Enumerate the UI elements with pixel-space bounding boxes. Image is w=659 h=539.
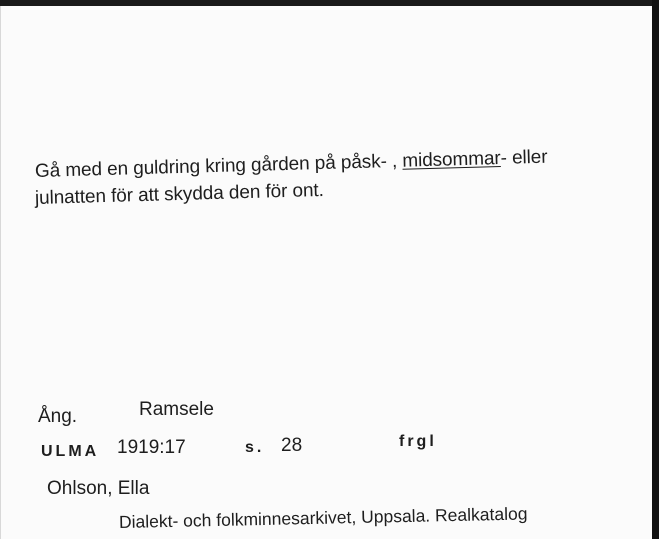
category-code: frgl <box>399 433 437 450</box>
ang-label: Ång. <box>38 406 78 427</box>
page-number: 28 <box>281 435 303 456</box>
archive-card <box>0 6 652 539</box>
card-text-line-1-start: Gå med en guldring kring gården på påsk- , <box>34 150 403 182</box>
page-label: s. <box>245 439 265 456</box>
collector-name: Ohlson, Ella <box>47 478 150 499</box>
card-text-line-1 <box>35 147 548 183</box>
card-text-line-2: julnatten för att skydda den för ont. <box>34 179 325 209</box>
card-text-line-1-end: - eller <box>500 146 548 169</box>
footer-institution: Dialekt- och folkminnesarkivet, Uppsala. Realkatalog <box>118 503 528 532</box>
card-text-underlined-word: midsommar <box>402 147 501 172</box>
archive-number: 1919:17 <box>117 437 186 458</box>
scan-border-right <box>652 0 659 539</box>
ang-value: Ramsele <box>139 399 214 420</box>
archive-code: ULMA <box>41 443 100 460</box>
